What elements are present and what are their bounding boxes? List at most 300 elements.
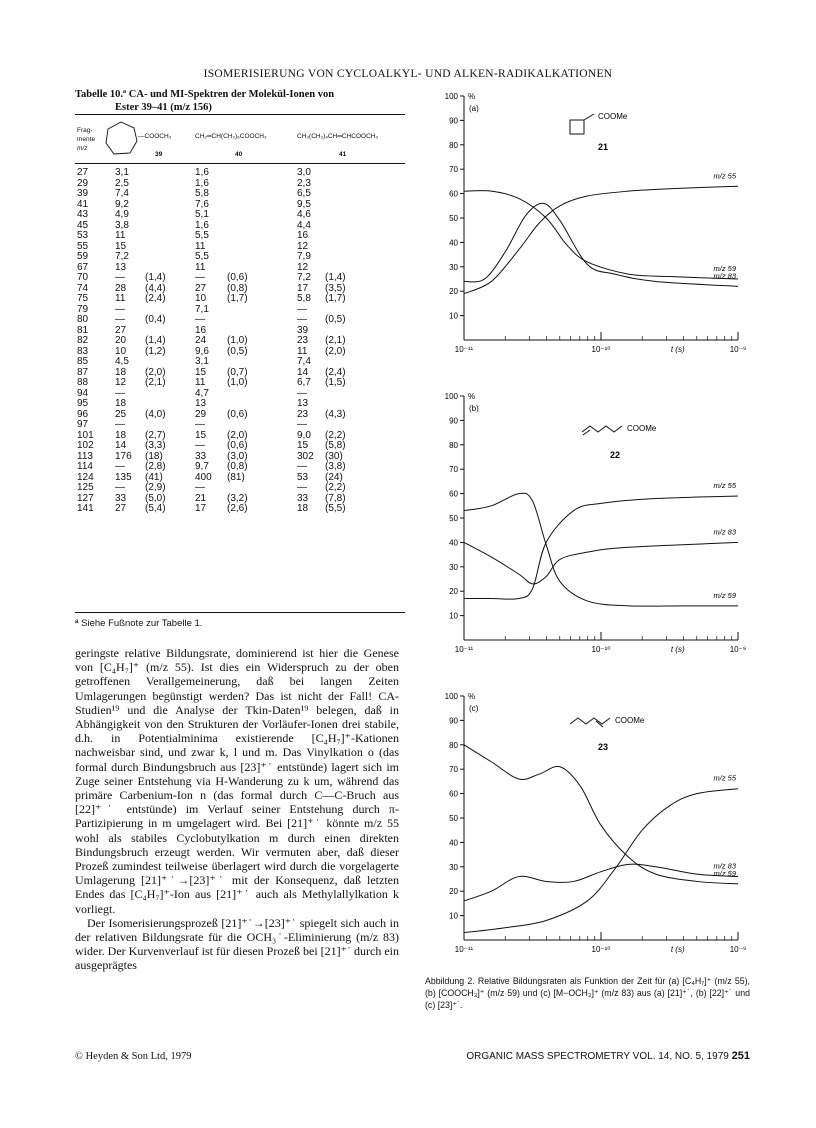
table-row — [75, 388, 405, 399]
table-row — [75, 241, 405, 252]
y-tick-label: 100 — [444, 92, 458, 101]
cell-v40: — — [195, 419, 205, 430]
cell-v39: 15 — [115, 240, 127, 252]
cell-p39: (2,7) — [145, 429, 166, 441]
cell-v41: 13 — [297, 398, 309, 409]
cell-v40: — — [195, 482, 205, 493]
cell-v39: — — [115, 272, 125, 283]
cell-mz: 94 — [77, 387, 89, 399]
table-caption-line1: Tabelle 10.ª CA- und MI-Spektren der Molekül-Ionen von — [75, 89, 335, 100]
cell-p41: (7,8) — [325, 492, 346, 504]
cell-v41: 12 — [297, 240, 309, 252]
cell-mz: 97 — [77, 419, 89, 430]
figure-caption: Abbildung 2. Relative Bildungsraten als Funktion der Zeit für (a) [C₄H₇]⁺ (m/z 55), (b) [COOCH₃]⁺ (m/z 59) und (c) [M−OCH₃]⁺ (m/z 83) aus (a) [21]⁺˙, (b) [22]⁺˙ und (c) [23]⁺˙. — [425, 976, 750, 1010]
cell-p39: (1,4) — [145, 272, 166, 283]
series-line — [464, 745, 738, 884]
cell-v39: 18 — [115, 366, 127, 378]
y-tick-label: 90 — [449, 416, 458, 426]
table-body — [75, 167, 405, 514]
cell-mz: 82 — [77, 335, 89, 346]
y-tick-label: 100 — [444, 392, 458, 401]
row-label-2: mente — [77, 136, 96, 143]
y-tick-label: 40 — [449, 538, 458, 548]
cell-v41: 2,3 — [297, 177, 311, 189]
y-tick-label: 40 — [449, 838, 458, 848]
cell-p41: (0,5) — [325, 314, 346, 325]
cell-v40: 7,1 — [195, 303, 209, 315]
table-row — [75, 461, 405, 472]
cell-v41: 4,4 — [297, 219, 311, 231]
cell-mz: 43 — [77, 209, 89, 220]
structure-label: COOMe — [615, 716, 645, 725]
y-tick-label: 30 — [449, 562, 458, 572]
y-tick-label: 70 — [449, 165, 458, 175]
y-tick-label: 100 — [444, 692, 458, 701]
series-label: m/z 83 — [713, 527, 736, 537]
cell-p39: (3,3) — [145, 440, 166, 451]
y-tick-label: 40 — [449, 238, 458, 248]
cell-p41: (24) — [325, 471, 343, 483]
cell-v41: 33 — [297, 492, 309, 504]
plot-b — [420, 388, 750, 660]
y-tick-label: 70 — [449, 465, 458, 475]
series-line — [464, 789, 738, 933]
panel-label: (b) — [469, 404, 479, 413]
table-row — [75, 272, 405, 283]
cell-v39: 18 — [115, 429, 127, 441]
cell-mz: 27 — [77, 167, 89, 178]
table-caption-line2: Ester 39–41 (m/z 156) — [115, 102, 212, 113]
cell-v41: 12 — [297, 261, 309, 273]
cell-v41: 16 — [297, 230, 309, 241]
series-label: m/z 55 — [713, 481, 736, 491]
table-row — [75, 167, 405, 178]
cell-v41: — — [297, 461, 307, 472]
cell-v39: 20 — [115, 335, 127, 346]
col3-formula: CH₃(CH₂)₄CH═CHCOOCH₃ — [297, 133, 379, 140]
cell-v40: — — [195, 272, 205, 283]
cell-mz: 80 — [77, 314, 89, 325]
cell-v39: 28 — [115, 282, 127, 294]
cell-v41: 7,4 — [297, 356, 311, 367]
x-tick-label: 10⁻⁹ — [729, 345, 747, 354]
cell-v40: 29 — [195, 408, 207, 420]
cell-v39: 2,5 — [115, 177, 129, 189]
series-label: m/z 83 — [713, 271, 736, 281]
cell-v41: 4,6 — [297, 209, 311, 220]
cell-mz: 124 — [77, 471, 94, 483]
cell-v39: 10 — [115, 345, 127, 357]
cell-v40: 27 — [195, 282, 207, 294]
col2-formula: CH₂═CH(CH₂)₆COOCH₃ — [195, 133, 267, 140]
cell-v39: 4,5 — [115, 356, 129, 367]
cell-v40: 1,6 — [195, 177, 209, 189]
y-tick-label: 50 — [449, 514, 458, 523]
cell-v40: 5,1 — [195, 209, 209, 220]
cell-v39: 13 — [115, 261, 127, 273]
structure-label: COOMe — [627, 424, 657, 433]
table-row — [75, 451, 405, 462]
cell-v41: 23 — [297, 335, 309, 346]
y-tick-label: 30 — [449, 862, 458, 872]
cell-v41: 9,5 — [297, 198, 311, 210]
series-line — [464, 542, 738, 584]
cell-v40: 15 — [195, 429, 207, 441]
cell-v41: — — [297, 387, 307, 399]
series-label: m/z 59 — [713, 590, 736, 600]
cell-v39: 7,2 — [115, 251, 129, 262]
cycloheptyl-ring-icon — [103, 119, 139, 159]
structure-icon — [570, 718, 610, 727]
y-tick-label: 80 — [449, 140, 458, 150]
table-row — [75, 430, 405, 441]
x-tick-label: 10⁻¹¹ — [454, 945, 474, 954]
cell-v41: 53 — [297, 471, 309, 483]
cell-v39: 14 — [115, 440, 127, 451]
cell-p39: (2,0) — [145, 366, 166, 378]
cell-v41: 23 — [297, 408, 309, 420]
cell-p40: (1,0) — [227, 335, 248, 346]
series-label: m/z 83 — [713, 861, 736, 871]
table-caption — [75, 88, 405, 114]
cell-v39: 176 — [115, 450, 132, 462]
cell-v40: 5,8 — [195, 188, 209, 199]
table-row — [75, 293, 405, 304]
table-row — [75, 377, 405, 388]
cell-v39: — — [115, 461, 125, 472]
series-label: m/z 55 — [713, 171, 736, 181]
cell-mz: 53 — [77, 230, 89, 241]
y-tick-label: 70 — [449, 765, 458, 775]
y-tick-label: 60 — [449, 489, 458, 499]
cell-mz: 39 — [77, 188, 89, 199]
cell-v41: — — [297, 303, 307, 315]
cell-v39: 33 — [115, 492, 127, 504]
cell-v40: 15 — [195, 366, 207, 378]
cell-mz: 87 — [77, 366, 89, 378]
cell-v39: — — [115, 314, 125, 325]
cell-v39: 11 — [115, 230, 126, 241]
table-row — [75, 367, 405, 378]
cell-v40: 1,6 — [195, 167, 209, 178]
table-row — [75, 220, 405, 231]
y-axis-label: % — [468, 92, 476, 101]
compound-number: 23 — [598, 742, 609, 752]
cell-mz: 141 — [77, 503, 94, 514]
cell-v39: — — [115, 303, 125, 315]
cell-p41: (5,5) — [325, 503, 346, 514]
cell-p41: (2,4) — [325, 366, 346, 378]
table-row — [75, 325, 405, 336]
series-line — [464, 191, 738, 279]
cell-p39: (5,4) — [145, 503, 166, 514]
cell-p40: (0,8) — [227, 282, 248, 294]
cell-mz: 83 — [77, 345, 89, 357]
cell-v39: 4,9 — [115, 209, 129, 220]
series-label: m/z 59 — [713, 264, 736, 273]
cell-v39: 12 — [115, 377, 127, 388]
cell-p39: (2,1) — [145, 377, 166, 388]
cell-mz: 41 — [77, 198, 89, 210]
cell-p40: (0,5) — [227, 345, 248, 357]
cell-p40: (1,0) — [227, 377, 248, 388]
cell-mz: 74 — [77, 282, 89, 294]
cell-v41: 14 — [297, 366, 309, 378]
table-row — [75, 472, 405, 483]
cell-p40: (3,0) — [227, 450, 248, 462]
x-tick-label: 10⁻¹⁰ — [591, 345, 611, 354]
table-row — [75, 283, 405, 294]
cell-mz: 79 — [77, 303, 89, 315]
cell-p41: (2,1) — [325, 335, 346, 346]
cell-p41: (1,5) — [325, 377, 346, 388]
x-tick-label: 10⁻⁹ — [729, 945, 747, 954]
cell-v41: 5,8 — [297, 293, 311, 304]
cell-mz: 67 — [77, 261, 89, 273]
cell-mz: 55 — [77, 240, 89, 252]
cell-p41: (3,8) — [325, 461, 346, 472]
cell-v40: 16 — [195, 324, 207, 336]
compound-number: 21 — [598, 142, 609, 152]
panel-label: (c) — [469, 704, 479, 713]
table-row — [75, 335, 405, 346]
cell-v39: 18 — [115, 398, 127, 409]
x-tick-label: 10⁻¹⁰ — [591, 945, 611, 954]
cell-v39: 3,1 — [115, 167, 129, 178]
plot-c — [420, 688, 750, 960]
cell-v39: — — [115, 419, 125, 430]
y-tick-label: 80 — [449, 440, 458, 450]
cell-mz: 70 — [77, 272, 89, 283]
cell-p41: (4,3) — [325, 408, 346, 420]
cell-p40: (0,6) — [227, 272, 248, 283]
x-tick-label: 10⁻¹¹ — [454, 645, 474, 654]
x-tick-label: 10⁻¹¹ — [454, 345, 474, 354]
cell-v40: — — [195, 314, 205, 325]
cell-mz: 59 — [77, 251, 89, 262]
cell-v40: 24 — [195, 335, 207, 346]
paragraph: geringste relative Bildungsrate, dominierend ist hier die Genese von [C₄H₇]⁺ (m/z 55). Ist dies ein Widerspruch zu der oben getroffenen Verallgemeinerung, daß bei langen Zeiten Umlagerungen begünstigt werden? Das ist nicht der Fall! CA-Studien¹⁹ und die Analyse der Tkin-Daten¹⁹ belegen, daß in Abhängigkeit von den Strukturen der Vorläufer-Ionen drei stabile, d.h. in Potentialminima existierende [C₄H₇]⁺-Kationen nachweisbar sind, und zwar k, l und m. Das Vinylkation o (das formal durch Bindungsbruch aus [23]⁺˙ entstünde) lagert sich im Zuge seiner Entstehung via H-Wanderung zu k um, während das primäre Carbenium-Ion n (das formal durch C—C-Bruch aus [22]⁺˙ entstünde) im Verlauf seiner Entstehung durch π-Partizipierung in m umgelagert wird. Bei [21]⁺˙ könnte m/z 55 wohl als stabiles Cyclobutylkation m durch einen direkten Bindungsbruch erzeugt werden. Wir vermuten aber, daß dieser Prozeß zumindest teilweise überlagert wird durch die vorgelagerte Umlagerung [21]⁺˙→[23]⁺˙ mit der Konsequenz, daß letzten Endes das [C₄H₇]⁺-Ion aus [21]⁺˙ auch als Methylallylkation k vorliegt. — [75, 646, 399, 916]
cell-p39: (4,4) — [145, 282, 166, 294]
structure-icon — [570, 114, 594, 134]
compound-number: 22 — [610, 450, 621, 460]
cell-v39: 27 — [115, 324, 127, 336]
cell-v40: 33 — [195, 450, 207, 462]
cell-v40: 10 — [195, 293, 207, 304]
cell-v39: — — [115, 482, 125, 493]
y-tick-label: 20 — [449, 287, 458, 297]
y-tick-label: 90 — [449, 716, 458, 726]
table-row — [75, 398, 405, 409]
cell-v40: 13 — [195, 398, 207, 409]
cell-v39: — — [115, 387, 125, 399]
cell-p39: (2,9) — [145, 482, 166, 493]
paragraph: Der Isomerisierungsprozeß [21]⁺˙→[23]⁺˙ spiegelt sich auch in der relativen Bildungsrate für die OCH₃˙-Eliminierung (m/z 83) wider. Der Kurvenverlauf ist für diesen Prozeß bei [21]⁺˙ durch ein ausgeprägtes — [75, 915, 399, 973]
table-footnote: ª Siehe Fußnote zur Tabelle 1. — [75, 618, 203, 629]
cell-p39: (4,0) — [145, 408, 166, 420]
cell-v40: 4,7 — [195, 387, 209, 399]
table-row — [75, 440, 405, 451]
cell-p40: (0,6) — [227, 408, 248, 420]
y-axis-label: % — [468, 692, 476, 701]
table-bottom-rule — [75, 612, 405, 613]
x-axis-label: t (s) — [670, 345, 685, 354]
cell-p39: (1,2) — [145, 345, 166, 357]
cell-mz: 95 — [77, 398, 89, 409]
cell-v39: 9,2 — [115, 198, 129, 210]
cell-v40: 400 — [195, 471, 212, 483]
series-label: m/z 55 — [713, 773, 736, 783]
cell-v39: 27 — [115, 503, 127, 514]
x-axis-label: t (s) — [670, 645, 685, 654]
y-tick-label: 60 — [449, 789, 458, 799]
row-label-1: Frag- — [77, 127, 93, 134]
series-line — [464, 203, 738, 286]
cell-mz: 113 — [77, 450, 93, 462]
cell-mz: 45 — [77, 219, 89, 231]
cell-p39: (1,4) — [145, 335, 166, 346]
y-tick-label: 30 — [449, 262, 458, 272]
page-number: 251 — [731, 1050, 750, 1062]
cell-v40: — — [195, 440, 205, 451]
cell-p40: (0,8) — [227, 461, 248, 472]
copyright: © Heyden & Son Ltd, 1979 — [75, 1051, 192, 1062]
y-tick-label: 50 — [449, 214, 458, 223]
cell-p39: (5,0) — [145, 492, 166, 504]
cell-v40: 17 — [195, 503, 207, 514]
cell-v40: 21 — [195, 492, 207, 504]
cell-v41: 15 — [297, 440, 309, 451]
cell-v40: 9,6 — [195, 345, 209, 357]
cell-p40: (81) — [227, 471, 245, 483]
cell-mz: 125 — [77, 482, 94, 493]
y-tick-label: 10 — [449, 911, 458, 921]
y-tick-label: 20 — [449, 587, 458, 597]
cell-v41: — — [297, 419, 307, 430]
cell-p39: (0,4) — [145, 314, 166, 325]
cell-p40: (2,6) — [227, 503, 248, 514]
cell-v41: — — [297, 482, 307, 493]
cell-v40: 7,6 — [195, 198, 209, 210]
cell-v41: 17 — [297, 282, 309, 294]
series-line — [464, 496, 738, 599]
structure-label: COOMe — [598, 112, 628, 121]
cell-v39: 7,4 — [115, 188, 129, 199]
cell-v40: 3,1 — [195, 356, 209, 367]
cell-v39: 3,8 — [115, 219, 129, 231]
cell-p41: (30) — [325, 450, 343, 462]
cell-v40: 5,5 — [195, 230, 209, 241]
cell-mz: 29 — [77, 177, 89, 189]
y-tick-label: 10 — [449, 311, 458, 321]
table-row — [75, 493, 405, 504]
y-tick-label: 60 — [449, 189, 458, 199]
cell-v40: 5,5 — [195, 251, 209, 262]
cell-p41: (2,2) — [325, 482, 346, 493]
cell-v41: 18 — [297, 503, 309, 514]
y-tick-label: 20 — [449, 887, 458, 897]
cell-v40: 11 — [195, 377, 206, 388]
journal-name: ORGANIC MASS SPECTROMETRY VOL. 14, NO. 5, 1979 — [466, 1051, 729, 1062]
cell-mz: 75 — [77, 293, 89, 304]
cell-mz: 127 — [77, 492, 94, 504]
col3-number: 41 — [339, 151, 347, 158]
cell-v41: 3,0 — [297, 167, 311, 178]
table-row — [75, 188, 405, 199]
cell-mz: 81 — [77, 324, 89, 336]
x-tick-label: 10⁻⁹ — [729, 645, 747, 654]
cell-mz: 102 — [77, 440, 94, 451]
cell-p41: (2,0) — [325, 345, 346, 357]
cell-p41: (2,2) — [325, 429, 346, 441]
body-text — [75, 646, 399, 973]
table-row — [75, 314, 405, 325]
table-row — [75, 503, 405, 514]
cell-p39: (2,8) — [145, 461, 166, 472]
cell-v41: 39 — [297, 324, 309, 336]
series-label: m/z 59 — [713, 868, 736, 878]
table-row — [75, 199, 405, 210]
table-row — [75, 356, 405, 367]
cell-v39: 11 — [115, 293, 126, 304]
col1-number: 39 — [155, 151, 163, 158]
cell-v41: 9,0 — [297, 429, 311, 441]
x-axis-label: t (s) — [670, 945, 685, 954]
cell-v40: 11 — [195, 261, 206, 273]
cell-p40: (0,6) — [227, 440, 248, 451]
cell-mz: 96 — [77, 408, 89, 420]
journal-footer — [466, 1050, 750, 1062]
running-header: ISOMERISIERUNG VON CYCLOALKYL- UND ALKEN-RADIKALKATIONEN — [203, 68, 613, 80]
cell-mz: 85 — [77, 356, 89, 367]
cell-p40: (0,7) — [227, 366, 248, 378]
table-row — [75, 346, 405, 357]
table-row — [75, 409, 405, 420]
cell-p41: (1,4) — [325, 272, 346, 283]
cell-p39: (18) — [145, 450, 163, 462]
cell-p41: (1,7) — [325, 293, 346, 304]
cell-v39: 135 — [115, 471, 132, 483]
cell-p40: (1,7) — [227, 293, 248, 304]
cell-p39: (41) — [145, 471, 163, 483]
structure-icon — [582, 426, 622, 435]
cell-mz: 88 — [77, 377, 89, 388]
table-header — [75, 114, 405, 164]
x-tick-label: 10⁻¹⁰ — [591, 645, 611, 654]
row-label-3: m/z — [77, 145, 88, 152]
cell-v41: 302 — [297, 450, 314, 462]
cell-v40: 9,7 — [195, 461, 209, 472]
cell-v39: 25 — [115, 408, 127, 420]
plot-a — [420, 88, 750, 360]
table-row — [75, 209, 405, 220]
cell-p41: (5,8) — [325, 440, 346, 451]
cell-v41: 6,7 — [297, 377, 311, 388]
table-row — [75, 482, 405, 493]
y-tick-label: 50 — [449, 814, 458, 823]
y-tick-label: 80 — [449, 740, 458, 750]
cell-v41: — — [297, 314, 307, 325]
cell-v41: 6,5 — [297, 188, 311, 199]
y-tick-label: 90 — [449, 116, 458, 126]
cell-v41: 11 — [297, 345, 308, 357]
cell-v41: 7,9 — [297, 251, 311, 262]
panel-label: (a) — [469, 104, 479, 113]
cell-v40: 11 — [195, 240, 206, 252]
table-row — [75, 178, 405, 189]
cell-v41: 7,2 — [297, 272, 311, 283]
table-row — [75, 262, 405, 273]
